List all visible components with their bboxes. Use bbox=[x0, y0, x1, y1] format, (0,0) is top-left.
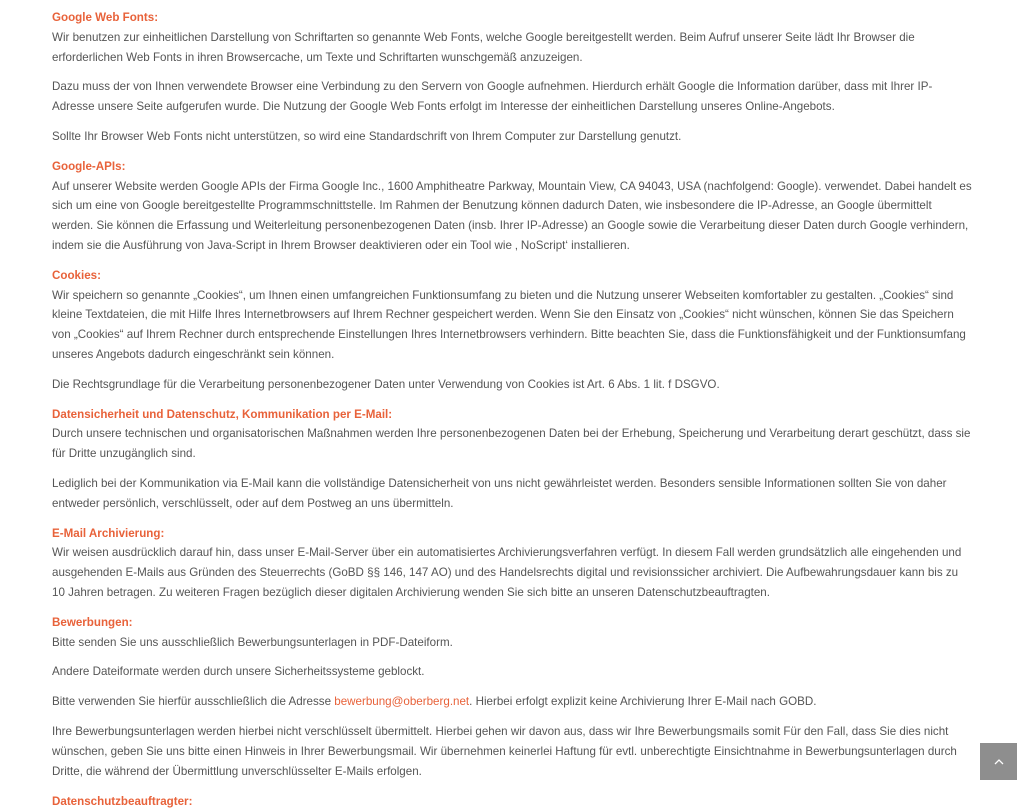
paragraph: Auf unserer Website werden Google APIs der Firma Google Inc., 1600 Amphitheatre Parkway, Mountain View, CA 94043, USA (nachfolgend: Google). verwendet. Dabei handelt es sich um eine von Google bereitgestellte Programmschnittstelle. Im Rahmen der Benutzung können dadurch Daten, wie insbesondere die IP-Adresse, an Google übermittelt werden. Sie können die Erfassung und Weiterleitung personenbezogenen Daten (insb. Ihrer IP-Adresse) an Google sowie die Verarbeitung dieser Daten durch Google verhindern, indem sie die Ausführung von Java-Script in Ihrem Browser deaktivieren oder ein Tool wie ‚ NoScript‘ installieren. bbox=[52, 179, 972, 252]
section-email-archiving bbox=[52, 524, 972, 603]
section-cookies bbox=[52, 266, 972, 395]
paragraph-with-link bbox=[52, 692, 972, 712]
section-title: E-Mail Archivierung: bbox=[52, 526, 165, 540]
section-title-data-protection-officer: Datenschutzbeauftragter: bbox=[52, 795, 193, 808]
application-email-link[interactable]: bewerbung@oberberg.net bbox=[334, 695, 470, 709]
paragraph: Durch unsere technischen und organisatorischen Maßnahmen werden Ihre personenbezogenen Daten bei der Erhebung, Speicherung und Verarbeitung derart geschützt, dass sie für Dritte unzugänglich sind. bbox=[52, 427, 971, 461]
section-data-security bbox=[52, 405, 972, 514]
paragraph: Bitte senden Sie uns ausschließlich Bewerbungsunterlagen in PDF-Dateiform. bbox=[52, 635, 453, 649]
section-title: Datensicherheit und Datenschutz, Kommunikation per E-Mail: bbox=[52, 407, 393, 421]
scroll-to-top-button[interactable] bbox=[980, 743, 1017, 780]
section-title: Google-APIs: bbox=[52, 159, 126, 173]
paragraph: Dazu muss der von Ihnen verwendete Browser eine Verbindung zu den Servern von Google aufnehmen. Hierdurch erhält Google die Information darüber, dass mit Ihrer IP-Adresse unsere Seite aufgerufen wurde. Die Nutzung der Google Web Fonts erfolgt im Interesse der einheitlichen Darstellung unseres Online-Angebots. bbox=[52, 80, 933, 114]
section-title: Bewerbungen: bbox=[52, 615, 133, 629]
privacy-content bbox=[52, 0, 972, 791]
paragraph: Ihre Bewerbungsunterlagen werden hierbei nicht verschlüsselt übermittelt. Hierbei gehen wir davon aus, dass wir Ihre Bewerbungsmails somit Für den Fall, dass Sie dies nicht wünschen, geben Sie uns bitte einen Hinweis in Ihrer Bewerbungsmail. Wir übernehmen keinerlei Haftung für evtl. unberechtigte Einsichtnahme in Bewerbungsunterlagen durch Dritte, die während der Übermittlung unverschlüsselter E-Mails erfolgen. bbox=[52, 724, 957, 778]
paragraph: Wir weisen ausdrücklich darauf hin, dass unser E-Mail-Server über ein automatisiertes Archivierungsverfahren verfügt. In diesem Fall werden grundsätzlich alle eingehenden und ausgehenden E-Mails aus Gründen des Steuerrechts (GoBD §§ 146, 147 AO) und des Handelsrechts digital und revisionssicher archiviert. Die Aufbewahrungsdauer kann bis zu 10 Jahren betragen. Zu weiteren Fragen bezüglich dieser digitalen Archivierung wenden Sie sich bitte an unseren Datenschutzbeauftragten. bbox=[52, 546, 962, 599]
paragraph: Sollte Ihr Browser Web Fonts nicht unterstützen, so wird eine Standardschrift von Ihrem Computer zur Darstellung genutzt. bbox=[52, 129, 682, 143]
section-title: Cookies: bbox=[52, 268, 101, 282]
paragraph: Lediglich bei der Kommunikation via E-Mail kann die vollständige Datensicherheit von uns nicht gewährleistet werden. Besonders sensible Informationen sollten Sie von daher entweder persönlich, verschlüsselt, oder auf dem Postweg an uns übermitteln. bbox=[52, 476, 947, 510]
paragraph-text: Bitte verwenden Sie hierfür ausschließlich die Adresse bbox=[52, 695, 335, 709]
paragraph: Die Rechtsgrundlage für die Verarbeitung personenbezogener Daten unter Verwendung von Cookies ist Art. 6 Abs. 1 lit. f DSGVO. bbox=[52, 377, 720, 391]
section-title: Google Web Fonts: bbox=[52, 11, 159, 24]
paragraph: Andere Dateiformate werden durch unsere Sicherheitssysteme geblockt. bbox=[52, 665, 425, 679]
paragraph: Wir speichern so genannte „Cookies“, um Ihnen einen umfangreichen Funktionsumfang zu bieten und die Nutzung unserer Webseiten komfortabler zu gestalten. „Cookies“ sind kleine Textdateien, die mit Hilfe Ihres Internetbrowsers auf Ihrem Rechner gespeichert werden. Wenn Sie den Einsatz von „Cookies“ nicht wünschen, können Sie das Speichern von „Cookies“ auf Ihrem Rechner durch entsprechende Einstellungen Ihres Internetbrowsers verhindern. Bitte beachten Sie, dass die Funktionsfähigkeit und der Funktionsumfang unseres Angebots dadurch eingeschränkt sein können. bbox=[52, 288, 966, 361]
section-google-apis bbox=[52, 157, 972, 256]
section-applications bbox=[52, 613, 972, 782]
chevron-up-icon bbox=[994, 758, 1004, 765]
section-google-fonts bbox=[52, 0, 972, 147]
paragraph-text: . Hierbei erfolgt explizit keine Archivierung Ihrer E-Mail nach GOBD. bbox=[469, 695, 817, 709]
paragraph: Wir benutzen zur einheitlichen Darstellung von Schriftarten so genannte Web Fonts, welche Google bereitgestellt werden. Beim Aufruf unserer Seite lädt Ihr Browser die erforderlichen Web Fonts in ihren Browsercache, um Texte und Schriftarten wunschgemäß anzuzeigen. bbox=[52, 30, 915, 64]
